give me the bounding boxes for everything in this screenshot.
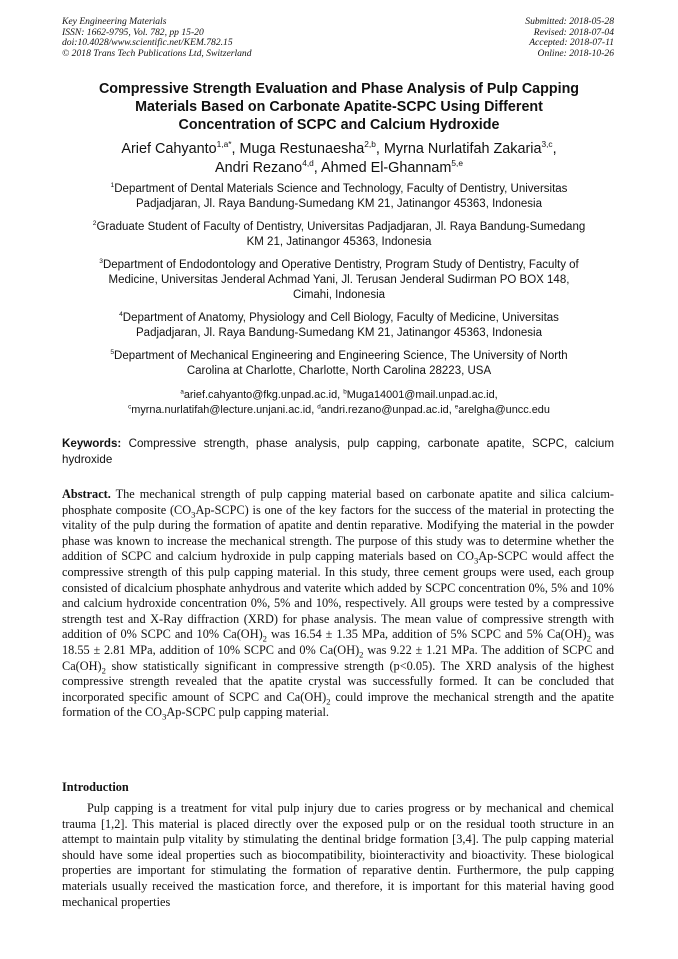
title-line: Materials Based on Carbonate Apatite-SCPC Using Different [135, 99, 543, 115]
abstract-text: was 16.54 ± 1.35 MPa, addition of 5% SCPC and 5% Ca(OH) [266, 627, 587, 642]
affiliation-text: Department of Anatomy, Physiology and Cell Biology, Faculty of Medicine, Universitas [122, 312, 559, 325]
subscript: 2 [101, 664, 106, 675]
affiliation-line: Padjadjaran, Jl. Raya Bandung-Sumedang KM 21, Jatinangor 45363, Indonesia [136, 327, 542, 340]
subscript: 2 [586, 633, 591, 644]
author-affil-mark: 5,e [451, 158, 463, 169]
affiliation-number: 1 [110, 182, 115, 190]
author-name: Muga Restunaesha [239, 141, 365, 157]
author-separator: , [552, 141, 557, 157]
affiliation-line: Carolina at Charlotte, Charlotte, North Carolina 28223, USA [186, 365, 492, 378]
abstract-text: was 9.22 ± 1.21 MPa. The addition of SCPC and Ca(OH) [62, 642, 614, 673]
email-link[interactable]: andri.rezano@unpad.ac.id [320, 404, 449, 416]
subscript: 2 [262, 633, 267, 644]
author-name: Arief Cahyanto [121, 141, 217, 157]
abstract-text: Ap-SCPC pulp capping material. [166, 705, 329, 720]
author-name: Ahmed El-Ghannam [321, 160, 452, 176]
affiliation-line [62, 311, 616, 326]
email-link[interactable]: myrna.nurlatifah@lecture.unjani.ac.id [131, 404, 312, 416]
affiliation-text: Department of Dental Materials Science and Technology, Faculty of Dentistry, Universitas [114, 183, 568, 195]
affiliation-line: KM 21, Jatinangor 45363, Indonesia [246, 236, 432, 249]
subscript: 3 [162, 711, 167, 722]
email-mark: d [317, 403, 321, 411]
abstract-text: Ap-SCPC would affect the compressive strength of this pulp capping material. In this study, three cement groups were used, each group consisted of dicalcium phosphate anhydrous and vaterite which added by SCPC concentration 0%, 5% and 10% and calcium hydroxide concentration 0%, 5% and 10%, respectively. All groups were tested by a compressive strength test and X-Ray diffraction (XRD) for phase analysis. The mean value of compressive strength with addition of 0% SCPC and 10% Ca(OH) [62, 549, 614, 642]
affiliation-list [62, 182, 616, 387]
author-separator: , [313, 160, 321, 176]
journal-copyright: © 2018 Trans Tech Publications Ltd, Switzerland [62, 47, 252, 59]
keywords-section [62, 436, 614, 467]
affiliation-text: Department of Endodontology and Operative Dentistry, Program Study of Dentistry, Faculty of [102, 259, 579, 271]
keywords-text: Compressive strength, phase analysis, pulp capping, carbonate apatite, SCPC, calcium hydroxide [62, 437, 614, 466]
author-line [56, 140, 622, 159]
introduction-heading: Introduction [62, 780, 129, 794]
date-accepted: Accepted: 2018-07-11 [529, 37, 614, 49]
email-mark: e [454, 403, 459, 411]
email-link[interactable]: arelgha@uncc.edu [458, 404, 550, 416]
date-revised: Revised: 2018-07-04 [533, 26, 614, 38]
abstract-label: Abstract. [62, 487, 111, 501]
affiliation [62, 182, 616, 212]
subscript: 2 [326, 696, 331, 707]
date-submitted: Submitted: 2018-05-28 [525, 16, 614, 27]
affiliation-line [62, 220, 616, 235]
email-mark: a [180, 388, 184, 396]
affiliation-line [62, 182, 616, 197]
affiliation [62, 258, 616, 304]
subscript: 3 [191, 509, 196, 520]
affiliation-line: Cimahi, Indonesia [292, 289, 386, 302]
journal-info [62, 17, 252, 59]
email-line: $^c$myrna.nurlatifah@lecture.unjani.ac.id, $^d$andri.rezano@unpad.ac.id, $^e$arelgha@uncc.edu [128, 403, 550, 416]
abstract-text: was 18.55 ± 2.81 MPa, addition of 10% SCPC and 0% Ca(OH) [62, 627, 615, 657]
date-online: Online: 2018-10-26 [537, 47, 614, 59]
affiliation-number: 2 [92, 220, 97, 228]
email-link[interactable]: arief.cahyanto@fkg.unpad.ac.id [183, 389, 338, 401]
journal-name: Key Engineering Materials [62, 16, 167, 27]
subscript: 2 [359, 649, 364, 660]
author-line [56, 159, 622, 178]
abstract-text: Ap-SCPC) is one of the key factors for the success of the material in protecting the vitality of the pulp during the formation of apatite and dentin reparative. Modifying the material in the powder phase was known to increase the mechanical strength. The purpose of this study was to determine whether the addition of SCPC and calcium hydroxide in pulp capping materials based on CO [62, 502, 614, 564]
email-mark: c [128, 403, 132, 411]
journal-issn: ISSN: 1662-9795, Vol. 782, pp 15-20 [62, 26, 204, 38]
paper-title [56, 80, 622, 134]
affiliation-line [62, 258, 616, 273]
abstract-section [62, 487, 614, 721]
subscript: 3 [473, 555, 479, 566]
affiliation-line: Padjadjaran, Jl. Raya Bandung-Sumedang KM 21, Jatinangor 45363, Indonesia [136, 198, 542, 211]
affiliation-text: Department of Mechanical Engineering and Engineering Science, The University of North [114, 350, 568, 363]
affiliation [62, 220, 616, 250]
author-name: Andri Rezano [214, 160, 303, 176]
author-affil-mark: 2,b [364, 139, 376, 150]
publication-dates [525, 17, 614, 59]
affiliation-line [62, 349, 616, 364]
affiliation-number: 5 [110, 349, 115, 357]
author-affil-mark: 1,a* [216, 139, 232, 150]
author-list [56, 140, 622, 178]
author-name: Myrna Nurlatifah Zakaria [383, 141, 542, 157]
email-line: $^a$arief.cahyanto@fkg.unpad.ac.id, $^b$Muga14001@mail.unpad.ac.id, [180, 388, 498, 401]
journal-doi[interactable]: doi:10.4028/www.scientific.net/KEM.782.15 [62, 37, 233, 49]
abstract-text: The mechanical strength of pulp capping material based on carbonate apatite and silica calcium-phosphate composite (CO [62, 487, 614, 517]
keywords-label: Keywords: [62, 437, 122, 450]
affiliation [62, 349, 616, 379]
author-affil-mark: 4,d [302, 158, 314, 169]
affiliation-text: Graduate Student of Faculty of Dentistry, Universitas Padjadjaran, Jl. Raya Bandung-Sumedang [96, 221, 586, 233]
email-link[interactable]: Muga14001@mail.unpad.ac.id [346, 389, 495, 401]
affiliation-number: 4 [119, 311, 123, 319]
affiliation-line: Medicine, Universitas Jenderal Achmad Yani, Jl. Terusan Jenderal Sudirman PO BOX 148, [108, 274, 570, 287]
affiliation [62, 311, 616, 341]
email-list [62, 388, 616, 418]
email-mark: b [343, 388, 347, 396]
author-separator: , [375, 141, 384, 157]
introduction-paragraph: Pulp capping is a treatment for vital pulp injury due to caries progress or by mechanical and chemical trauma [1,2]. This material is placed directly over the exposed pulp or on the residual tooth structure in an attempt to maintain pulp vitality by stimulating the dentinal bridge formation [3,4]. The pulp capping material should have some ideal properties such as biocompatibility, biointeractivity and bioactivity. These biological properties are important for stimulating the formation of reparative dentin. Furthermore, the pulp capping materials usually received the mastication force, and therefore, it is important for this material having good mechanical properties [62, 801, 614, 909]
abstract-text: could improve the mechanical strength and the apatite formation of the CO [62, 689, 614, 720]
affiliation-number: 3 [99, 258, 103, 266]
author-affil-mark: 3,c [541, 139, 553, 150]
title-line: Concentration of SCPC and Calcium Hydroxide [178, 117, 500, 133]
title-line: Compressive Strength Evaluation and Phase Analysis of Pulp Capping [98, 81, 580, 97]
author-separator: , [231, 141, 240, 157]
abstract-text: show statistically significant in compressive strength (p<0.05). The XRD analysis of the highest compressive strength revealed that the apatite crystal was successfully formed. It can be concluded that incorporated specific amount of SCPC and Ca(OH) [62, 658, 614, 704]
